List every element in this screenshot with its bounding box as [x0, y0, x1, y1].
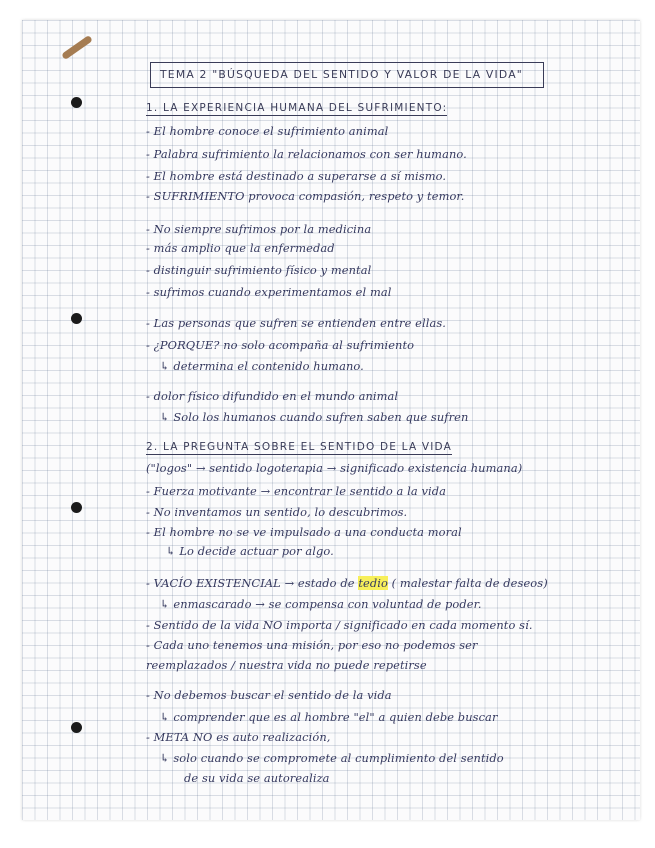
note-line: - Fuerza motivante → encontrar le sentido a la vida	[146, 484, 447, 498]
binder-hole-icon	[71, 502, 82, 513]
note-line: - El hombre no se ve impulsado a una conducta moral	[146, 525, 462, 539]
note-line: - El hombre está destinado a superarse a sí mismo.	[146, 169, 447, 183]
note-line: de su vida se autorealiza	[184, 771, 330, 785]
section2-heading: 2. LA PREGUNTA SOBRE EL SENTIDO DE LA VIDA	[146, 441, 453, 453]
note-line: ("logos" → sentido logoterapia → significado existencia humana)	[146, 461, 523, 475]
highlighted-word: tedio	[358, 576, 388, 590]
note-line: ↳ enmascarado → se compensa con voluntad de poder.	[160, 597, 482, 611]
note-line: ↳ Lo decide actuar por algo.	[166, 544, 334, 558]
note-line: - SUFRIMIENTO provoca compasión, respeto y temor.	[146, 189, 465, 203]
vacio-label: - VACÍO EXISTENCIAL	[146, 576, 281, 590]
note-line: - Palabra sufrimiento la relacionamos con ser humano.	[146, 147, 467, 161]
note-line: - No debemos buscar el sentido de la vida	[146, 688, 392, 702]
note-line: - Sentido de la vida NO importa / significado en cada momento sí.	[146, 618, 533, 632]
note-line: - ¿PORQUE? no solo acompaña al sufrimiento	[146, 338, 415, 352]
note-line: - Las personas que sufren se entienden entre ellas.	[146, 316, 447, 330]
note-line: - sufrimos cuando experimentamos el mal	[146, 285, 392, 299]
binder-hole-icon	[71, 313, 82, 324]
binder-hole-icon	[71, 97, 82, 108]
note-line: ↳ Solo los humanos cuando sufren saben que sufren	[160, 410, 469, 424]
note-line: ↳ determina el contenido humano.	[160, 359, 364, 373]
section1-heading: 1. LA EXPERIENCIA HUMANA DEL SUFRIMIENTO:	[146, 102, 448, 114]
note-line: - No inventamos un sentido, lo descubrimos.	[146, 505, 408, 519]
note-line: ↳ solo cuando se compromete al cumplimiento del sentido	[160, 751, 504, 765]
vacio-rest: ( malestar falta de deseos)	[387, 576, 548, 590]
vacio-existencial-line	[146, 576, 548, 590]
note-line: - más amplio que la enfermedad	[146, 241, 335, 255]
binder-hole-icon	[71, 722, 82, 733]
note-line: - No siempre sufrimos por la medicina	[146, 222, 372, 236]
note-line: - Cada uno tenemos una misión, por eso no podemos ser	[146, 638, 478, 652]
note-line: - El hombre conoce el sufrimiento animal	[146, 124, 389, 138]
note-line: - dolor físico difundido en el mundo animal	[146, 389, 399, 403]
page-title: TEMA 2 "BÚSQUEDA DEL SENTIDO Y VALOR DE LA VIDA"	[160, 68, 523, 81]
note-line: reemplazados / nuestra vida no puede repetirse	[146, 658, 427, 672]
note-line: ↳ comprender que es al hombre "el" a quien debe buscar	[160, 710, 498, 724]
note-line: - META NO es auto realización,	[146, 730, 331, 744]
vacio-arrow: → estado de	[280, 576, 359, 590]
note-line: - distinguir sufrimiento físico y mental	[146, 263, 372, 277]
